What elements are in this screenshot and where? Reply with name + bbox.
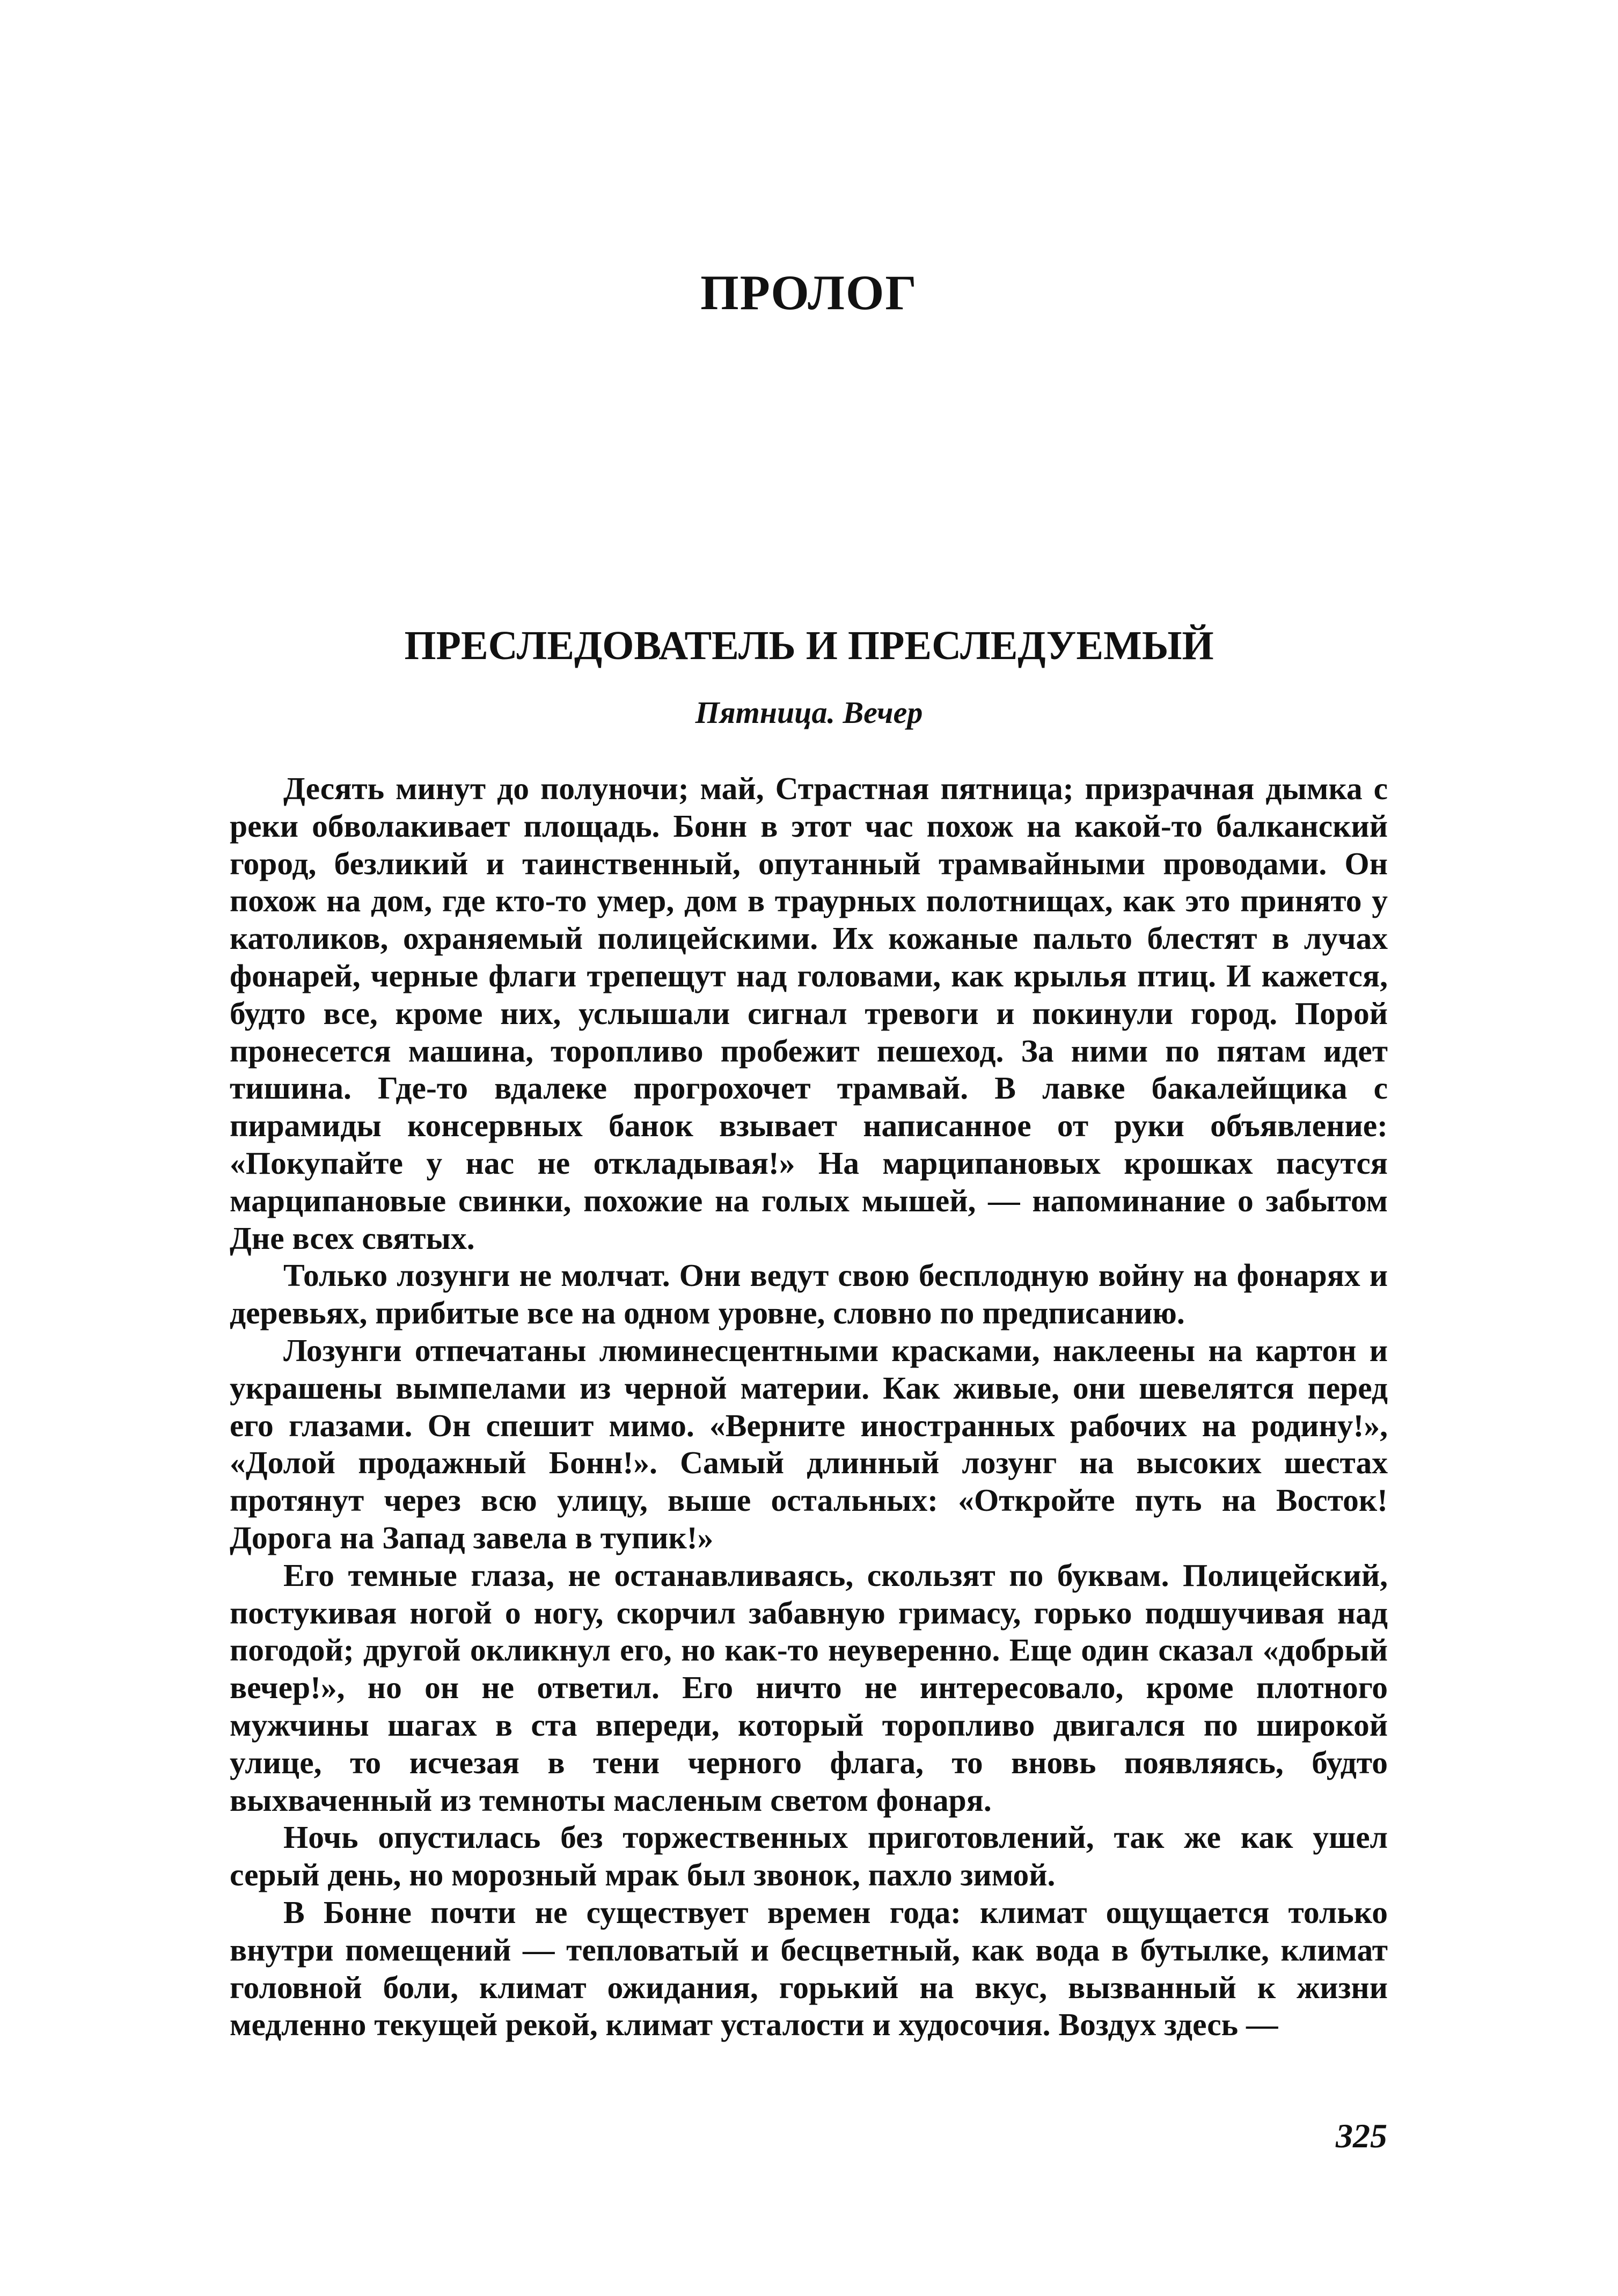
chapter-title: ПРЕСЛЕДОВАТЕЛЬ И ПРЕСЛЕДУЕМЫЙ: [404, 623, 1214, 668]
paragraph: В Бонне почти не существует времен года: климат ощущается только внутри помещений — тепловатый и бесцветный, как вода в бутылке, климат головной боли, климат ожидания, горький на вкус, вызванный к жизни медленно текущей рекой, климат усталости и худосочия. Воздух здесь —: [230, 1894, 1388, 2043]
paragraph: Только лозунги не молчат. Они ведут свою бесплодную войну на фонарях и деревьях, прибитые все на одном уровне, словно по предписанию.: [230, 1257, 1388, 1331]
paragraph: Ночь опустилась без торжественных приготовлений, так же как ушел серый день, но морозный мрак был звонок, пахло зимой.: [230, 1819, 1388, 1893]
prologue-title: ПРОЛОГ: [700, 265, 918, 320]
paragraph: Лозунги отпечатаны люминесцентными красками, наклеены на картон и украшены вымпелами из черной материи. Как живые, они шевелятся перед его глазами. Он спешит мимо. «Верните иностранных рабочих на родину!», «Долой продажный Бонн!». Самый длинный лозунг на высоких шестах протянут через всю улицу, выше остальных: «Откройте путь на Восток! Дорога на Запад завела в тупик!»: [230, 1332, 1388, 1555]
paragraph: Его темные глаза, не останавливаясь, скользят по буквам. Полицейский, постукивая ногой о ногу, скорчил забавную гримасу, горько подшучивая над погодой; другой окликнул его, но как-то неуверенно. Еще один сказал «добрый вечер!», но он не ответил. Его ничто не интересовало, кроме плотного мужчины шагах в ста впереди, который торопливо двигался по широкой улице, то исчезая в тени черного флага, то вновь появляясь, будто выхваченный из темноты масленым светом фонаря.: [230, 1557, 1388, 1818]
paragraph: Десять минут до полуночи; май, Страстная пятница; призрачная дымка с реки обволакивает площадь. Бонн в этот час похож на какой-то балканский город, безликий и таинственный, опутанный трамвайными проводами. Он похож на дом, где кто-то умер, дом в траурных полотнищах, как это принято у католиков, охраняемый полицейскими. Их кожаные пальто блестят в лучах фонарей, черные флаги трепещут над головами, как крылья птиц. И кажется, будто все, кроме них, услышали сигнал тревоги и покинули город. Порой пронесется машина, торопливо пробежит пешеход. За ними по пятам идет тишина. Где-то вдалеке прогрохочет трамвай. В лавке бакалейщика с пирамиды консервных банок взывает написанное от руки объявление: «Покупайте у нас не откладывая!» На марципановых крошках пасутся марципановые свинки, похожие на голых мышей, — напоминание о забытом Дне всех святых.: [230, 771, 1388, 1256]
page-number: 325: [1336, 2117, 1387, 2155]
chapter-subtitle: Пятница. Вечер: [695, 695, 923, 730]
body-text: [230, 770, 1388, 2044]
